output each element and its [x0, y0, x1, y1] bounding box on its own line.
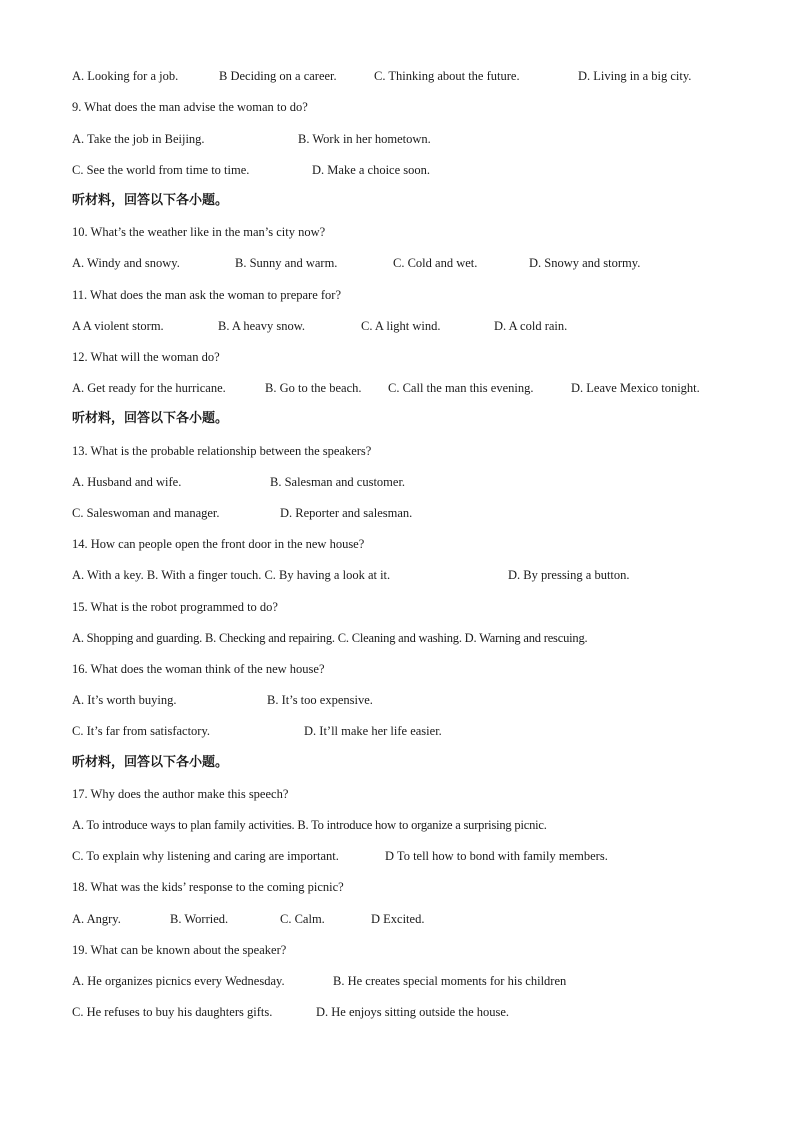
option-b: B. He creates special moments for his children — [333, 974, 567, 988]
option-c: C. A light wind. — [361, 319, 441, 333]
options-row — [72, 505, 754, 521]
options-row — [72, 255, 754, 271]
options-row — [72, 162, 754, 178]
question-15: 15. What is the robot programmed to do? — [72, 600, 278, 614]
options-row — [72, 567, 754, 583]
options-row — [72, 973, 754, 989]
question-10: 10. What’s the weather like in the man’s city now? — [72, 225, 326, 239]
question-12: 12. What will the woman do? — [72, 350, 220, 364]
option-c: C. To explain why listening and caring are important. — [72, 849, 339, 863]
question-9: 9. What does the man advise the woman to do? — [72, 100, 308, 114]
options-row — [72, 318, 754, 334]
section-heading: 听材料，回答以下各小题。 — [72, 193, 229, 208]
options-row — [72, 911, 754, 927]
options-row: A. To introduce ways to plan family activities. B. To introduce how to organize a surprising picnic. — [72, 818, 547, 832]
options-row — [72, 692, 754, 708]
option-c: C. Calm. — [280, 912, 325, 926]
section-heading: 听材料，回答以下各小题。 — [72, 411, 229, 426]
option-d: D. Reporter and salesman. — [280, 506, 413, 520]
options-row: A. Shopping and guarding. B. Checking and repairing. C. Cleaning and washing. D. Warning and rescuing. — [72, 631, 588, 645]
options-row — [72, 131, 754, 147]
question-19: 19. What can be known about the speaker? — [72, 943, 287, 957]
option-b: B. Work in her hometown. — [298, 132, 431, 146]
option-d: D. Living in a big city. — [578, 69, 692, 83]
options-row — [72, 380, 754, 396]
option-a: A. It’s worth buying. — [72, 693, 177, 707]
option-a: A A violent storm. — [72, 319, 164, 333]
options-row — [72, 474, 754, 490]
option-d: D. He enjoys sitting outside the house. — [316, 1005, 510, 1019]
option-d: D. It’ll make her life easier. — [304, 724, 442, 738]
option-d: D. A cold rain. — [494, 319, 568, 333]
option-d: D. Make a choice soon. — [312, 163, 431, 177]
option-a: A. Get ready for the hurricane. — [72, 381, 226, 395]
option-a: A. Take the job in Beijing. — [72, 132, 205, 146]
option-d: D Excited. — [371, 912, 425, 926]
question-16: 16. What does the woman think of the new house? — [72, 662, 325, 676]
option-c: C. He refuses to buy his daughters gifts. — [72, 1005, 273, 1019]
option-c: C. It’s far from satisfactory. — [72, 724, 211, 738]
option-a: A. Husband and wife. — [72, 475, 182, 489]
option-c: C. Saleswoman and manager. — [72, 506, 220, 520]
question-11: 11. What does the man ask the woman to prepare for? — [72, 288, 342, 302]
option-b: B. Go to the beach. — [265, 381, 362, 395]
option-b: B Deciding on a career. — [219, 69, 337, 83]
options-row — [72, 68, 754, 84]
option-a: A. Angry. — [72, 912, 121, 926]
option-b: B. Salesman and customer. — [270, 475, 406, 489]
option-b: B. Sunny and warm. — [235, 256, 338, 270]
options-row — [72, 1004, 754, 1020]
question-13: 13. What is the probable relationship between the speakers? — [72, 444, 372, 458]
option-d: D To tell how to bond with family members. — [385, 849, 608, 863]
question-18: 18. What was the kids’ response to the coming picnic? — [72, 880, 344, 894]
option-d: D. Snowy and stormy. — [529, 256, 641, 270]
option-d: D. Leave Mexico tonight. — [571, 381, 700, 395]
option-c: C. Thinking about the future. — [374, 69, 520, 83]
option-d: D. By pressing a button. — [508, 568, 630, 582]
options-row — [72, 723, 754, 739]
question-14: 14. How can people open the front door in the new house? — [72, 537, 365, 551]
option-b: B. Worried. — [170, 912, 229, 926]
question-17: 17. Why does the author make this speech? — [72, 787, 289, 801]
option-c: C. Cold and wet. — [393, 256, 478, 270]
options-row — [72, 848, 754, 864]
option-b: B. It’s too expensive. — [267, 693, 373, 707]
options-a-to-c: A. With a key. B. With a finger touch. C. By having a look at it. — [72, 568, 391, 582]
option-a: A. He organizes picnics every Wednesday. — [72, 974, 285, 988]
option-a: A. Windy and snowy. — [72, 256, 180, 270]
option-c: C. Call the man this evening. — [388, 381, 534, 395]
option-a: A. Looking for a job. — [72, 69, 179, 83]
section-heading: 听材料，回答以下各小题。 — [72, 755, 229, 770]
option-c: C. See the world from time to time. — [72, 163, 250, 177]
option-b: B. A heavy snow. — [218, 319, 306, 333]
